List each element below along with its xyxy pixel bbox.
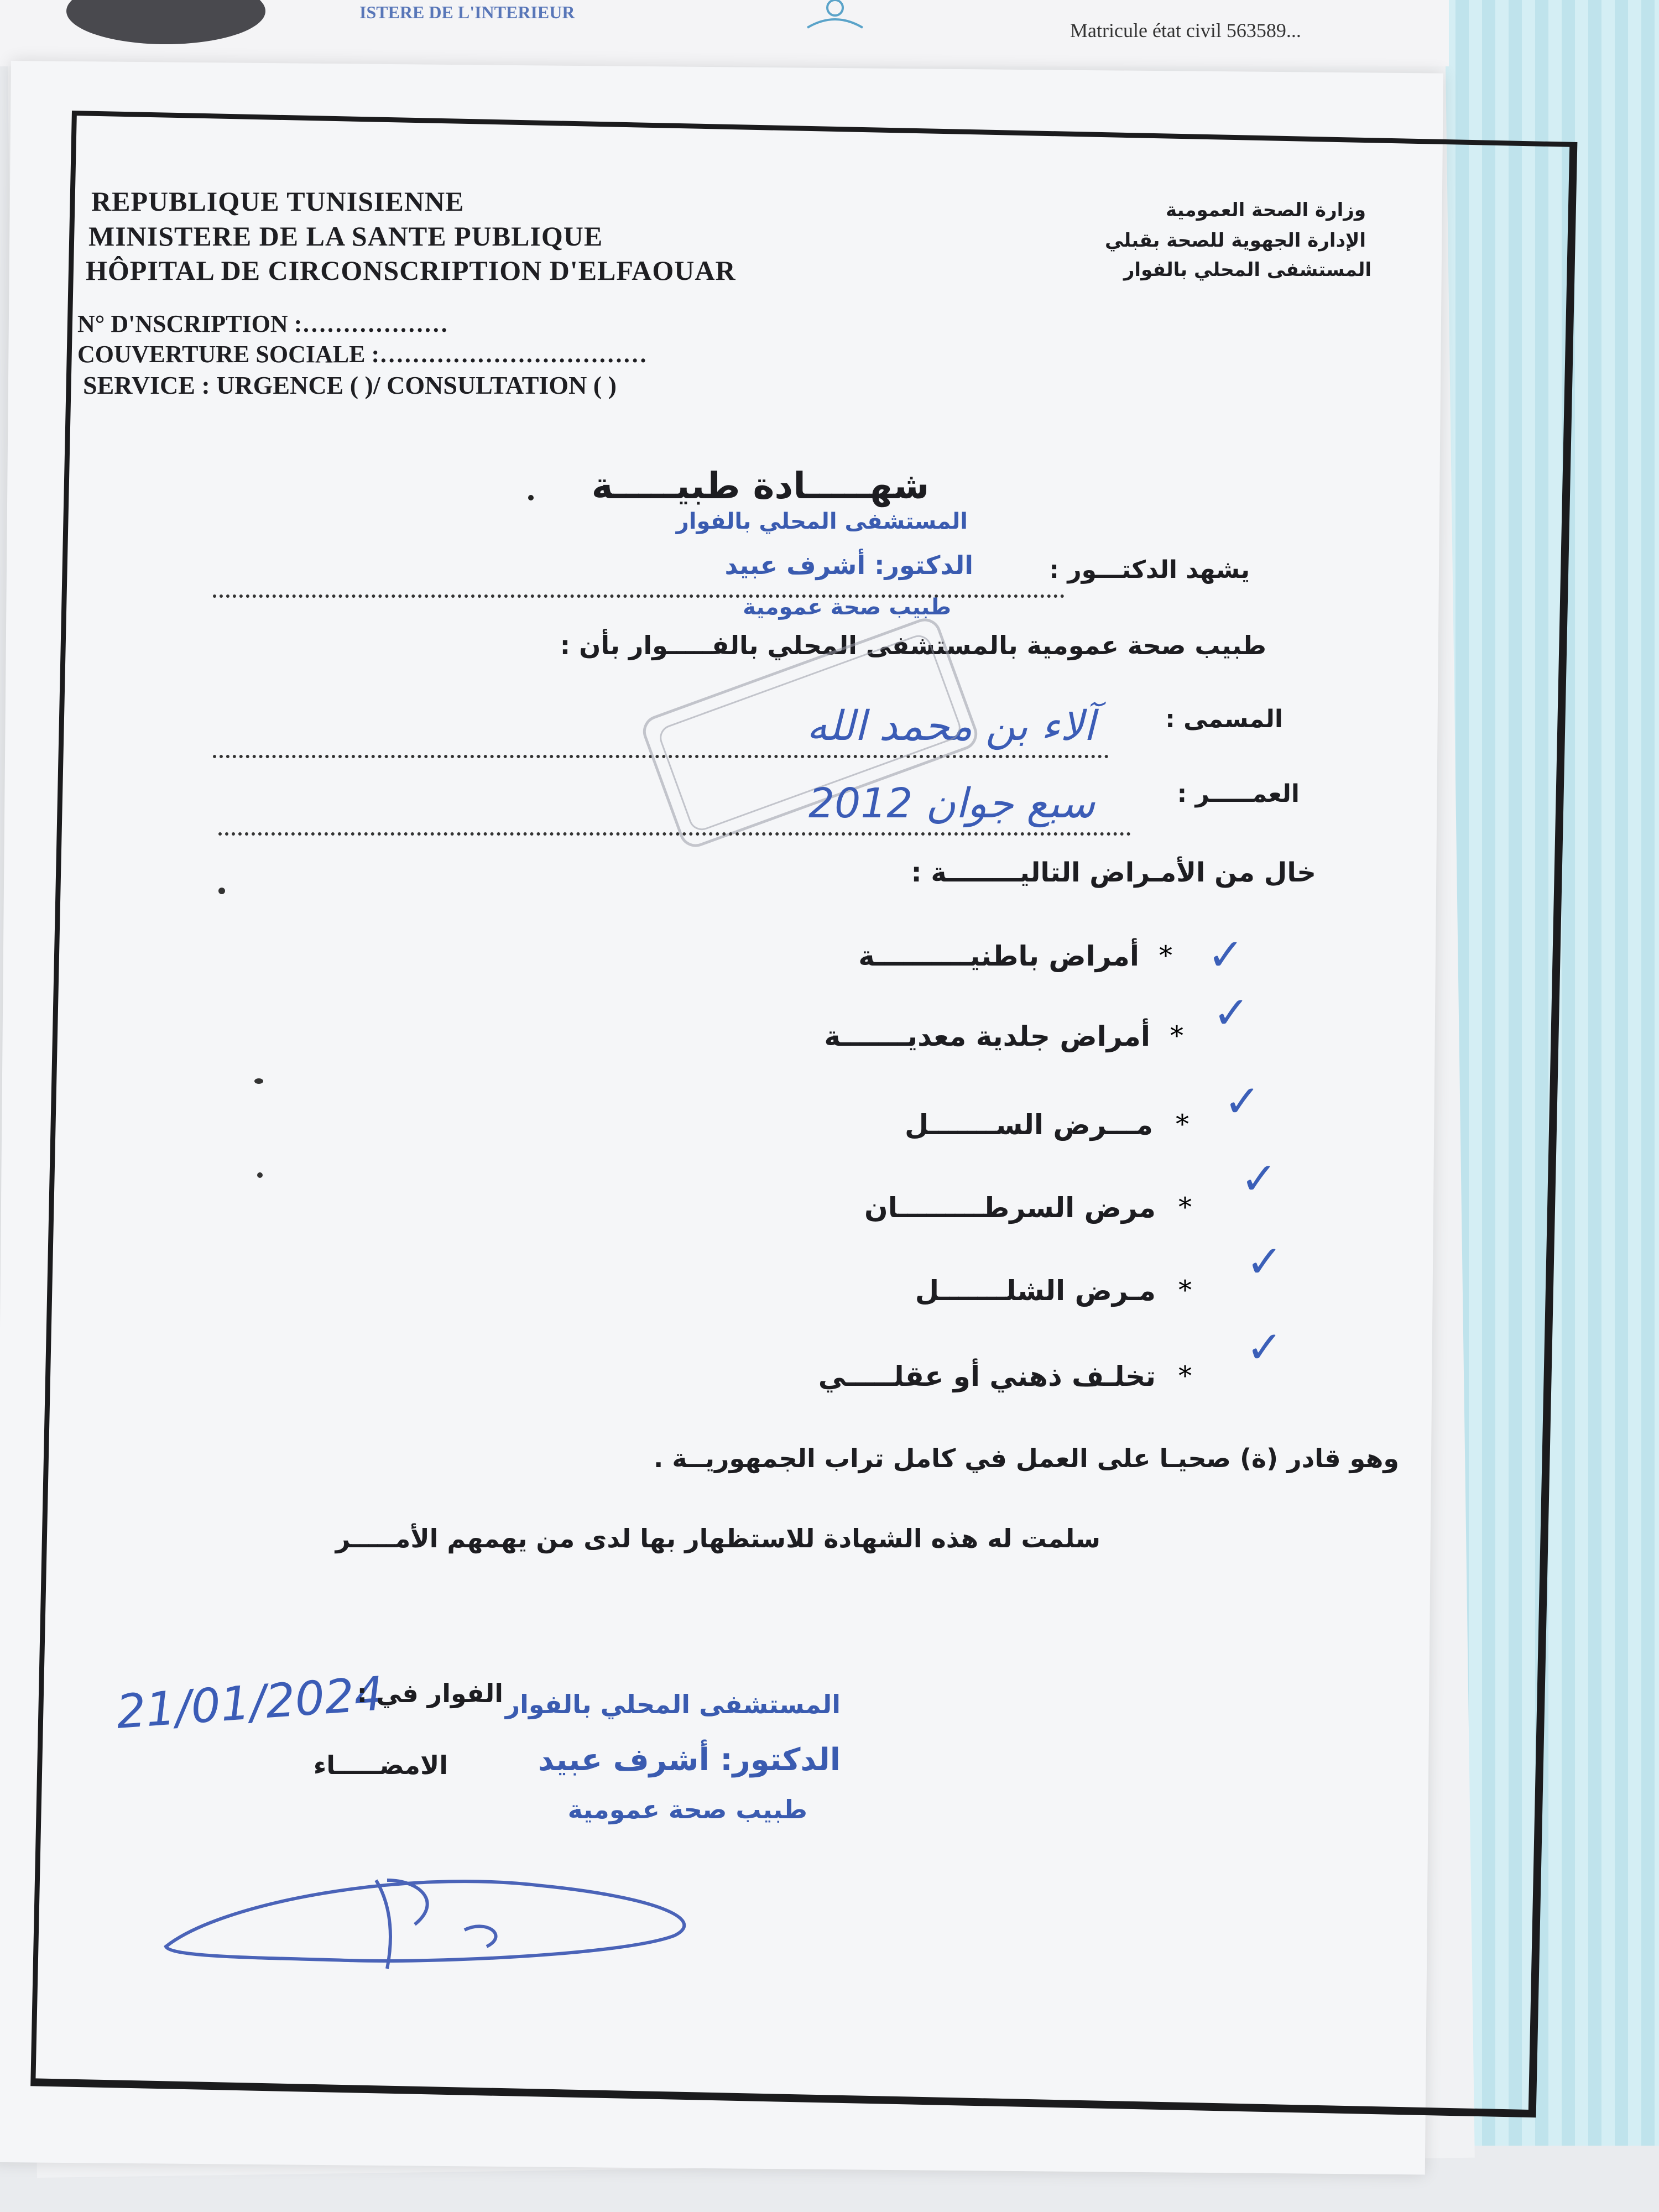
- free-from-label: خال من الأمـراض التاليــــــــة :: [911, 857, 1316, 888]
- certificate-title: شهـــــادة طبيـــــة: [591, 465, 930, 507]
- disease-label: مـــرض الســـــــل: [904, 1109, 1153, 1141]
- age-label: العمـــــر :: [1177, 780, 1300, 808]
- issued-statement: سلمت له هذه الشهادة للاستظهار بها لدى من يهمهم الأمـــــر: [335, 1524, 1100, 1553]
- bullet-star: *: [1159, 940, 1172, 971]
- workplace-line: طبيب صحة عمومية بالمستشفى المحلي بالفـــــوار بأن :: [560, 630, 1266, 660]
- republic-label: REPUBLIQUE TUNISIENNE: [91, 186, 465, 217]
- doctor-stamp-line3: طبيب صحة عمومية: [743, 594, 951, 620]
- signature-stamp-line3: طبيب صحة عمومية: [567, 1794, 807, 1824]
- ministry-label-ar: وزارة الصحة العمومية: [1166, 199, 1366, 221]
- date-value: 21/01/2024: [114, 1666, 385, 1739]
- disease-label: أمراض جلدية معديـــــــة: [824, 1020, 1150, 1052]
- doctor-label: يشهد الدكتـــور :: [1049, 556, 1250, 584]
- named-value: آلاء بن محمد الله: [806, 702, 1095, 750]
- service-field: SERVICE : URGENCE ( )/ CONSULTATION ( ): [83, 371, 617, 399]
- fitness-statement: وهو قادر (ة) صحيـا على العمل في كامل تراب الجمهوريــة .: [653, 1443, 1399, 1473]
- age-line: [218, 832, 1131, 836]
- checkmark-icon: ✓: [1245, 1322, 1283, 1373]
- checkmark-icon: ✓: [1223, 1076, 1261, 1127]
- ministry-label: MINISTERE DE LA SANTE PUBLIQUE: [88, 221, 603, 252]
- ink-speck: [257, 1172, 263, 1178]
- place-label: الفوار في :: [357, 1678, 503, 1708]
- doctor-stamp-line1: المستشفى المحلي بالفوار: [676, 509, 968, 534]
- checkmark-icon: ✓: [1212, 987, 1250, 1039]
- crest-icon: [802, 0, 868, 33]
- signature-stamp-line1: المستشفى المحلي بالفوار: [505, 1689, 841, 1719]
- disease-label: مرض السرطـــــــــان: [864, 1192, 1156, 1224]
- emblem-fragment: [66, 0, 265, 44]
- ink-speck: [218, 888, 225, 894]
- bullet-star: *: [1178, 1275, 1192, 1306]
- underlying-document-strip: [0, 0, 1449, 66]
- signature-label: الامضـــــاء: [313, 1750, 448, 1780]
- disease-label: أمراض باطنيــــــــــة: [858, 940, 1139, 972]
- hospital-label: HÔPITAL DE CIRCONSCRIPTION D'ELFAOUAR: [86, 255, 736, 286]
- regional-directorate-label-ar: الإدارة الجهوية للصحة بقبلي: [1105, 229, 1366, 252]
- named-label: المسمى :: [1165, 705, 1283, 733]
- signature-stamp-line2: الدكتور: أشرف عبيد: [538, 1742, 841, 1778]
- handwritten-signature: [155, 1858, 719, 1985]
- checkmark-icon: ✓: [1207, 929, 1244, 980]
- matricule-label: Matricule état civil 563589...: [1070, 19, 1301, 41]
- bullet-star: *: [1170, 1020, 1183, 1051]
- checkmark-icon: ✓: [1240, 1153, 1277, 1204]
- bullet-star: *: [1178, 1192, 1192, 1223]
- ministry-fragment: ISTERE DE L'INTERIEUR: [359, 2, 575, 22]
- ink-dot: [528, 495, 534, 500]
- ink-speck: [254, 1078, 263, 1084]
- doctor-stamp-line2: الدكتور: أشرف عبيد: [724, 550, 973, 580]
- social-coverage-field: COUVERTURE SOCIALE :……………………………: [77, 341, 648, 368]
- bullet-star: *: [1178, 1360, 1192, 1391]
- disease-label: مـرض الشلـــــــل: [915, 1275, 1156, 1307]
- hospital-label-ar: المستشفى المحلي بالفوار: [1123, 259, 1371, 281]
- disease-label: تخلـف ذهني أو عقلـــــي: [818, 1360, 1156, 1392]
- inscription-field: N° D'NSCRIPTION :………………: [77, 310, 448, 337]
- age-value: سبع جوان 2012: [808, 780, 1095, 827]
- bullet-star: *: [1176, 1109, 1189, 1140]
- checkmark-icon: ✓: [1245, 1236, 1283, 1287]
